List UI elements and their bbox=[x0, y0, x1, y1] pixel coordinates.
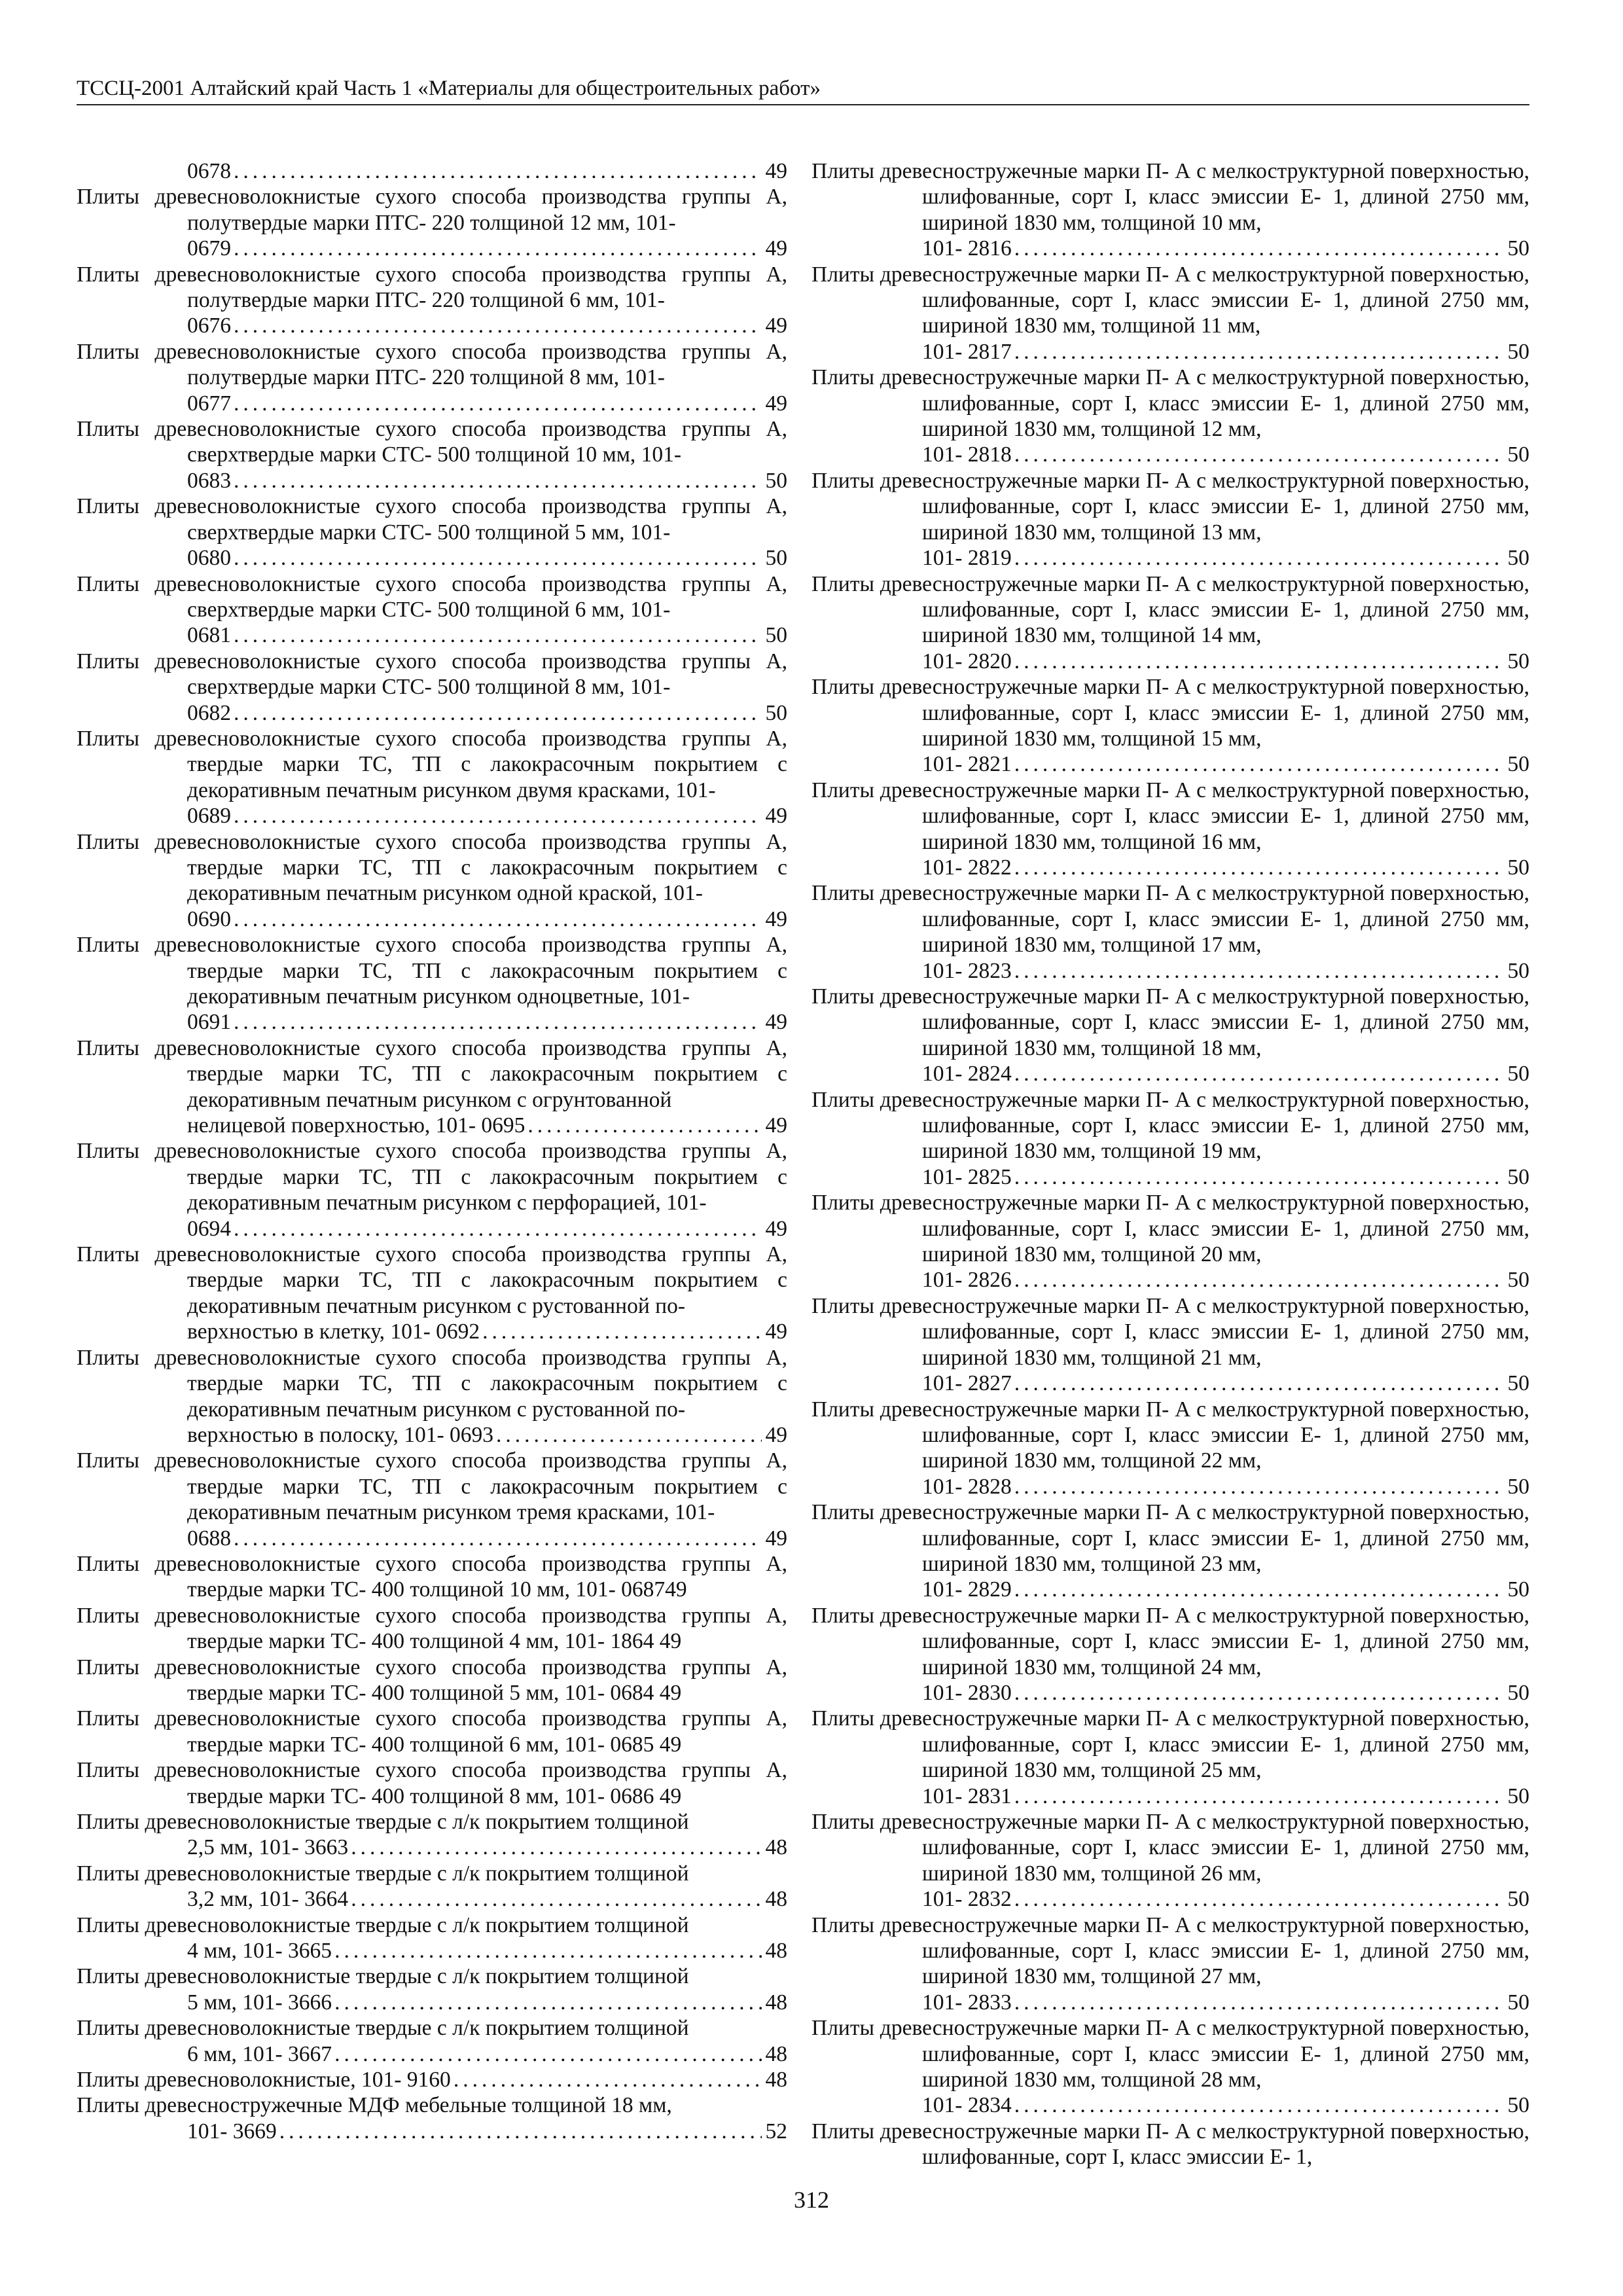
entry-page-ref: 50 bbox=[1507, 855, 1529, 880]
entry-last-line bbox=[187, 1526, 787, 1551]
dot-leader bbox=[1014, 751, 1504, 777]
entry-page-ref: 50 bbox=[1507, 1784, 1529, 1808]
entry-page-ref: 50 bbox=[1507, 1062, 1529, 1086]
entry-page-ref: 50 bbox=[1507, 1474, 1529, 1499]
entry-page-ref: 50 bbox=[1507, 1268, 1529, 1293]
dot-leader bbox=[1014, 1164, 1504, 1190]
entry-text: Плиты древесноволокнистые сухого способа производства группы А, сверхтвердые марки СТС- 500 толщиной 10 мм, 101- bbox=[77, 417, 787, 467]
index-entry bbox=[77, 932, 787, 1035]
entry-text: Плиты древесноволокнистые сухого способа производства группы А, сверхтвердые марки СТС- 500 толщиной 6 мм, 101- bbox=[77, 571, 787, 622]
entry-text: Плиты древесностружечные марки П- А с мелкоструктурной поверхностью, шлифованные, сорт I, класс эмиссии Е- 1, длиной 2750 мм, шириной 1830 мм, толщиной 11 мм, bbox=[812, 262, 1529, 338]
entry-text: Плиты древесностружечные марки П- А с мелкоструктурной поверхностью, шлифованные, сорт I, класс эмиссии Е- 1, длиной 2750 мм, шириной 1830 мм, толщиной 26 мм, bbox=[812, 1810, 1529, 1886]
index-entry bbox=[77, 1861, 787, 1912]
dot-leader bbox=[1014, 442, 1504, 467]
entry-text: Плиты древесностружечные марки П- А с мелкоструктурной поверхностью, шлифованные, сорт I, класс эмиссии Е- 1, длиной 2750 мм, шириной 1830 мм, толщиной 28 мм, bbox=[812, 2016, 1529, 2092]
index-entry bbox=[77, 829, 787, 933]
entry-last-line bbox=[922, 1061, 1529, 1086]
entry-code: 0688 bbox=[187, 1526, 231, 1551]
entry-code: 4 мм, 101- 3665 bbox=[187, 1939, 332, 1964]
entry-page-ref: 50 bbox=[1507, 2093, 1529, 2118]
index-entry bbox=[77, 339, 787, 416]
index-entry bbox=[812, 365, 1529, 468]
entry-page-ref: 49 bbox=[765, 906, 787, 931]
entry-page-ref: 50 bbox=[1507, 1577, 1529, 1602]
entry-page-ref: 48 bbox=[765, 2041, 787, 2066]
entry-text: Плиты древесностружечные марки П- А с мелкоструктурной поверхностью, шлифованные, сорт I, класс эмиссии Е- 1, длиной 2750 мм, шириной 1830 мм, толщиной 27 мм, bbox=[812, 1912, 1529, 1989]
entry-code: 3,2 мм, 101- 3664 bbox=[187, 1887, 349, 1912]
entry-last-line bbox=[922, 855, 1529, 880]
dot-leader bbox=[234, 236, 762, 261]
entry-code: 101- 2827 bbox=[922, 1371, 1012, 1396]
index-entry bbox=[77, 1551, 787, 1603]
index-column-right bbox=[812, 158, 1529, 2170]
entry-page-ref: 49 bbox=[765, 391, 787, 416]
entry-text: Плиты древесностружечные марки П- А с мелкоструктурной поверхностью, шлифованные, сорт I, класс эмиссии Е- 1, длиной 2750 мм, шириной 1830 мм, толщиной 14 мм, bbox=[812, 571, 1529, 648]
dot-leader bbox=[1014, 1680, 1504, 1706]
entry-page-ref: 48 bbox=[765, 1990, 787, 2015]
entry-code: 0690 bbox=[187, 906, 231, 931]
entry-code: 101- 2817 bbox=[922, 339, 1012, 364]
entry-code: 5 мм, 101- 3666 bbox=[187, 1990, 332, 2015]
index-entry bbox=[77, 649, 787, 726]
dot-leader bbox=[351, 1835, 761, 1860]
index-entry bbox=[812, 984, 1529, 1087]
entry-last-line bbox=[187, 1422, 787, 1448]
entry-code: 101- 2830 bbox=[922, 1680, 1012, 1705]
index-entry bbox=[812, 1706, 1529, 1809]
entry-code: 0691 bbox=[187, 1010, 231, 1035]
entry-code: 101- 2821 bbox=[922, 752, 1012, 777]
dot-leader bbox=[1014, 855, 1504, 880]
index-entry bbox=[812, 778, 1529, 881]
entry-text: Плиты древесноволокнистые твердые с л/к покрытием толщиной bbox=[77, 1964, 689, 1989]
dot-leader bbox=[1014, 958, 1504, 984]
entry-code: 101- 2822 bbox=[922, 855, 1012, 880]
index-entry bbox=[812, 571, 1529, 675]
entry-text: Плиты древесностружечные марки П- А с мелкоструктурной поверхностью, шлифованные, сорт I, класс эмиссии Е- 1, длиной 2750 мм, шириной 1830 мм, толщиной 16 мм, bbox=[812, 778, 1529, 854]
entry-page-ref: 50 bbox=[765, 468, 787, 493]
index-entry bbox=[77, 1655, 787, 1706]
entry-text: Плиты древесностружечные марки П- А с мелкоструктурной поверхностью, шлифованные, сорт I, класс эмиссии Е- 1, длиной 2750 мм, шириной 1830 мм, толщиной 21 мм, bbox=[812, 1293, 1529, 1370]
index-entry bbox=[812, 262, 1529, 365]
entry-code: 101- 2829 bbox=[922, 1577, 1012, 1602]
entry-last-line bbox=[922, 339, 1529, 365]
dot-leader bbox=[234, 622, 762, 648]
entry-text: Плиты древесноволокнистые твердые с л/к покрытием толщиной bbox=[77, 2016, 689, 2041]
entry-page-ref: 50 bbox=[1507, 752, 1529, 777]
entry-code: 101- 2826 bbox=[922, 1268, 1012, 1293]
entry-text: Плиты древесностружечные марки П- А с мелкоструктурной поверхностью, шлифованные, сорт I, класс эмиссии Е- 1, bbox=[812, 2119, 1529, 2170]
entry-text: Плиты древесностружечные марки П- А с мелкоструктурной поверхностью, шлифованные, сорт I, класс эмиссии Е- 1, длиной 2750 мм, шириной 1830 мм, толщиной 17 мм, bbox=[812, 881, 1529, 958]
dot-leader bbox=[1014, 1371, 1504, 1396]
dot-leader bbox=[1014, 1474, 1504, 1499]
entry-last-line bbox=[187, 2041, 787, 2067]
dot-leader bbox=[234, 313, 762, 338]
entry-page-ref: 49 bbox=[765, 236, 787, 261]
dot-leader bbox=[1014, 1267, 1504, 1293]
entry-text: Плиты древесноволокнистые сухого способа производства группы А, полутвердые марки ПТС- 220 толщиной 6 мм, 101- bbox=[77, 262, 787, 313]
entry-code: 101- 2824 bbox=[922, 1062, 1012, 1086]
entry-text: Плиты древесноволокнистые сухого способа производства группы А, твердые марки ТС- 400 толщиной 5 мм, 101- 0684 49 bbox=[77, 1655, 787, 1705]
entry-code: Плиты древесноволокнистые, 101- 9160 bbox=[77, 2068, 451, 2092]
entry-page-ref: 49 bbox=[765, 1216, 787, 1241]
index-entry bbox=[812, 1293, 1529, 1397]
entry-last-line bbox=[922, 442, 1529, 467]
entry-code: 101- 2816 bbox=[922, 236, 1012, 261]
entry-page-ref: 50 bbox=[765, 623, 787, 648]
entry-text: Плиты древесностружечные марки П- А с мелкоструктурной поверхностью, шлифованные, сорт I, класс эмиссии Е- 1, длиной 2750 мм, шириной 1830 мм, толщиной 25 мм, bbox=[812, 1706, 1529, 1783]
entry-page-ref: 50 bbox=[765, 546, 787, 571]
entry-last-line bbox=[922, 1474, 1529, 1499]
header-title: ТССЦ-2001 Алтайский край Часть 1 «Материалы для общестроительных работ» bbox=[77, 77, 821, 100]
entry-last-line bbox=[187, 700, 787, 726]
entry-last-line bbox=[187, 906, 787, 932]
entry-code: 101- 2831 bbox=[922, 1784, 1012, 1808]
entry-page-ref: 50 bbox=[1507, 339, 1529, 364]
entry-text: Плиты древесноволокнистые сухого способа производства группы А, твердые марки ТС, ТП с лакокрасочным покрытием с декоративным печатным рисунком с рустованной по- bbox=[77, 1345, 787, 1422]
dot-leader bbox=[234, 906, 762, 932]
entry-last-line bbox=[187, 468, 787, 493]
index-entry bbox=[812, 1809, 1529, 1912]
entry-last-line bbox=[187, 1009, 787, 1035]
entry-page-ref: 50 bbox=[1507, 1887, 1529, 1912]
index-entry bbox=[77, 571, 787, 649]
entry-code: 101- 2828 bbox=[922, 1474, 1012, 1499]
entry-code: 101- 2834 bbox=[922, 2093, 1012, 2118]
entry-text: Плиты древесноволокнистые сухого способа производства группы А, твердые марки ТС, ТП с лакокрасочным покрытием с декоративным печатным рисунком с рустованной по- bbox=[77, 1242, 787, 1318]
entry-last-line bbox=[922, 1164, 1529, 1190]
entry-text: Плиты древесноволокнистые сухого способа производства группы А, твердые марки ТС, ТП с лакокрасочным покрытием с декоративным печатным рисунком одной краской, 101- bbox=[77, 829, 787, 906]
entry-code: 0683 bbox=[187, 468, 231, 493]
entry-last-line bbox=[922, 1267, 1529, 1293]
entry-page-ref: 50 bbox=[1507, 236, 1529, 261]
entry-text: Плиты древесноволокнистые сухого способа производства группы А, твердые марки ТС- 400 толщиной 4 мм, 101- 1864 49 bbox=[77, 1603, 787, 1654]
dot-leader bbox=[1014, 1886, 1504, 1912]
dot-leader bbox=[1014, 339, 1504, 365]
entry-text: Плиты древесностружечные марки П- А с мелкоструктурной поверхностью, шлифованные, сорт I, класс эмиссии Е- 1, длиной 2750 мм, шириной 1830 мм, толщиной 19 мм, bbox=[812, 1087, 1529, 1164]
dot-leader bbox=[1014, 236, 1504, 261]
entry-last-line bbox=[187, 1216, 787, 1242]
entry-text: Плиты древесностружечные марки П- А с мелкоструктурной поверхностью, шлифованные, сорт I, класс эмиссии Е- 1, длиной 2750 мм, шириной 1830 мм, толщиной 22 мм, bbox=[812, 1397, 1529, 1473]
entry-page-ref: 52 bbox=[765, 2119, 787, 2144]
dot-leader bbox=[482, 1319, 761, 1344]
entry-text: Плиты древесноволокнистые твердые с л/к покрытием толщиной bbox=[77, 1810, 689, 1834]
dot-leader bbox=[234, 391, 762, 416]
index-entry bbox=[812, 674, 1529, 778]
entry-page-ref: 50 bbox=[765, 700, 787, 725]
entry-page-ref: 49 bbox=[765, 159, 787, 183]
entry-last-line bbox=[187, 391, 787, 416]
entry-page-ref: 49 bbox=[765, 1319, 787, 1344]
entry-text: Плиты древесностружечные марки П- А с мелкоструктурной поверхностью, шлифованные, сорт I, класс эмиссии Е- 1, длиной 2750 мм, шириной 1830 мм, толщиной 23 мм, bbox=[812, 1500, 1529, 1576]
entry-page-ref: 48 bbox=[765, 1887, 787, 1912]
entry-text: Плиты древесностружечные марки П- А с мелкоструктурной поверхностью, шлифованные, сорт I, класс эмиссии Е- 1, длиной 2750 мм, шириной 1830 мм, толщиной 20 мм, bbox=[812, 1191, 1529, 1267]
entry-code: 2,5 мм, 101- 3663 bbox=[187, 1835, 349, 1860]
index-entry bbox=[812, 2015, 1529, 2119]
index-entry bbox=[77, 262, 787, 339]
index-entry bbox=[77, 1964, 787, 2015]
dot-leader bbox=[1014, 1577, 1504, 1602]
entry-text: Плиты древесноволокнистые сухого способа производства группы А, твердые марки ТС- 400 толщиной 8 мм, 101- 0686 49 bbox=[77, 1758, 787, 1808]
entry-code: верхностью в клетку, 101- 0692 bbox=[187, 1319, 480, 1344]
dot-leader bbox=[279, 2119, 762, 2144]
entry-code: 0677 bbox=[187, 391, 231, 416]
entry-page-ref: 49 bbox=[765, 1526, 787, 1551]
index-entry bbox=[812, 1397, 1529, 1500]
entry-page-ref: 50 bbox=[1507, 546, 1529, 571]
entry-text: Плиты древесностружечные марки П- А с мелкоструктурной поверхностью, шлифованные, сорт I, класс эмиссии Е- 1, длиной 2750 мм, шириной 1830 мм, толщиной 24 мм, bbox=[812, 1603, 1529, 1679]
index-entry bbox=[77, 1138, 787, 1242]
entry-page-ref: 50 bbox=[1507, 1371, 1529, 1396]
index-entry bbox=[77, 1809, 787, 1861]
index-entry bbox=[77, 416, 787, 493]
entry-last-line bbox=[187, 236, 787, 261]
entry-text: Плиты древесностружечные марки П- А с мелкоструктурной поверхностью, шлифованные, сорт I, класс эмиссии Е- 1, длиной 2750 мм, шириной 1830 мм, толщиной 13 мм, bbox=[812, 468, 1529, 545]
dot-leader bbox=[1014, 1784, 1504, 1809]
index-entry bbox=[77, 1035, 787, 1139]
entry-code: 0682 bbox=[187, 700, 231, 725]
entry-text: Плиты древесноволокнистые сухого способа производства группы А, твердые марки ТС, ТП с лакокрасочным покрытием с декоративным печатным рисунком тремя красками, 101- bbox=[77, 1448, 787, 1525]
entry-last-line bbox=[187, 622, 787, 648]
page-number: 312 bbox=[794, 2187, 829, 2213]
dot-leader bbox=[234, 803, 762, 829]
dot-leader bbox=[234, 158, 762, 184]
dot-leader bbox=[234, 1009, 762, 1035]
entry-code: 101- 2819 bbox=[922, 546, 1012, 571]
index-entry bbox=[812, 2119, 1529, 2170]
index-entry bbox=[812, 1603, 1529, 1706]
entry-text: Плиты древесностружечные марки П- А с мелкоструктурной поверхностью, шлифованные, сорт I, класс эмиссии Е- 1, длиной 2750 мм, шириной 1830 мм, толщиной 10 мм, bbox=[812, 159, 1529, 235]
entry-text: Плиты древесностружечные МДФ мебельные толщиной 18 мм, bbox=[77, 2093, 672, 2118]
index-entry bbox=[77, 726, 787, 829]
entry-last-line bbox=[922, 1577, 1529, 1602]
entry-page-ref: 50 bbox=[1507, 958, 1529, 983]
entry-last-line bbox=[187, 2119, 787, 2144]
entry-page-ref: 50 bbox=[1507, 442, 1529, 467]
dot-leader bbox=[454, 2067, 762, 2092]
dot-leader bbox=[1014, 649, 1504, 674]
entry-code: 0678 bbox=[187, 159, 231, 183]
entry-code: 101- 2823 bbox=[922, 958, 1012, 983]
entry-page-ref: 50 bbox=[1507, 1990, 1529, 2015]
entry-page-ref: 48 bbox=[765, 2068, 787, 2092]
dot-leader bbox=[234, 1216, 762, 1242]
entry-last-line bbox=[187, 1886, 787, 1912]
entry-last-line bbox=[187, 158, 787, 184]
index-entry bbox=[812, 1190, 1529, 1293]
entry-last-line bbox=[922, 1371, 1529, 1396]
entry-text: Плиты древесноволокнистые твердые с л/к покрытием толщиной bbox=[77, 1861, 689, 1886]
entry-last-line bbox=[77, 2067, 787, 2092]
entry-page-ref: 49 bbox=[765, 1422, 787, 1447]
dot-leader bbox=[1014, 2092, 1504, 2118]
index-entry bbox=[77, 1242, 787, 1345]
index-entry bbox=[77, 2092, 787, 2144]
index-entry bbox=[77, 184, 787, 261]
entry-last-line bbox=[922, 545, 1529, 571]
entry-text: Плиты древесноволокнистые сухого способа производства группы А, твердые марки ТС- 400 толщиной 6 мм, 101- 0685 49 bbox=[77, 1706, 787, 1757]
entry-page-ref: 48 bbox=[765, 1939, 787, 1964]
entry-code: 0694 bbox=[187, 1216, 231, 1241]
index-entry bbox=[812, 468, 1529, 571]
dot-leader bbox=[234, 700, 762, 726]
entry-last-line bbox=[922, 958, 1529, 984]
entry-last-line bbox=[922, 649, 1529, 674]
index-entry bbox=[812, 1912, 1529, 2016]
dot-leader bbox=[1014, 1990, 1504, 2015]
entry-page-ref: 50 bbox=[1507, 1680, 1529, 1705]
entry-code: 101- 2825 bbox=[922, 1164, 1012, 1189]
index-entry bbox=[77, 1448, 787, 1551]
entry-text: Плиты древесноволокнистые сухого способа производства группы А, полутвердые марки ПТС- 220 толщиной 8 мм, 101- bbox=[77, 339, 787, 390]
entry-code: 0689 bbox=[187, 804, 231, 829]
entry-code: 0681 bbox=[187, 623, 231, 648]
entry-code: 101- 2833 bbox=[922, 1990, 1012, 2015]
entry-text: Плиты древесноволокнистые сухого способа производства группы А, твердые марки ТС, ТП с лакокрасочным покрытием с декоративным печатным рисунком двумя красками, 101- bbox=[77, 726, 787, 802]
entry-text: Плиты древесноволокнистые сухого способа производства группы А, твердые марки ТС, ТП с лакокрасочным покрытием с декоративным печатным рисунком с огрунтованной bbox=[77, 1035, 787, 1112]
index-entry bbox=[77, 1757, 787, 1809]
entry-page-ref: 49 bbox=[765, 804, 787, 829]
entry-last-line bbox=[187, 1990, 787, 2015]
entry-code: 101- 2818 bbox=[922, 442, 1012, 467]
entry-text: Плиты древесноволокнистые сухого способа производства группы А, твердые марки ТС, ТП с лакокрасочным покрытием с декоративным печатным рисунком с перфорацией, 101- bbox=[77, 1139, 787, 1215]
entry-last-line bbox=[922, 1680, 1529, 1706]
dot-leader bbox=[334, 1990, 761, 2015]
index-entry bbox=[812, 158, 1529, 262]
entry-text: Плиты древесностружечные марки П- А с мелкоструктурной поверхностью, шлифованные, сорт I, класс эмиссии Е- 1, длиной 2750 мм, шириной 1830 мм, толщиной 15 мм, bbox=[812, 675, 1529, 751]
entry-text: Плиты древесноволокнистые сухого способа производства группы А, твердые марки ТС- 400 толщиной 10 мм, 101- 068749 bbox=[77, 1551, 787, 1602]
entry-text: Плиты древесноволокнистые сухого способа производства группы А, твердые марки ТС, ТП с лакокрасочным покрытием с декоративным печатным рисунком одноцветные, 101- bbox=[77, 933, 787, 1009]
entry-last-line bbox=[187, 1938, 787, 1964]
index-entry bbox=[77, 2067, 787, 2092]
entry-last-line bbox=[187, 1319, 787, 1344]
entry-code: 6 мм, 101- 3667 bbox=[187, 2041, 332, 2066]
dot-leader bbox=[527, 1113, 761, 1138]
dot-leader bbox=[496, 1422, 761, 1448]
entry-last-line bbox=[922, 1886, 1529, 1912]
entry-text: Плиты древесноволокнистые сухого способа производства группы А, сверхтвердые марки СТС- 500 толщиной 8 мм, 101- bbox=[77, 649, 787, 700]
entry-text: Плиты древесностружечные марки П- А с мелкоструктурной поверхностью, шлифованные, сорт I, класс эмиссии Е- 1, длиной 2750 мм, шириной 1830 мм, толщиной 18 мм, bbox=[812, 984, 1529, 1060]
entry-last-line bbox=[922, 2092, 1529, 2118]
entry-code: 101- 3669 bbox=[187, 2119, 277, 2144]
entry-code: 0680 bbox=[187, 546, 231, 571]
dot-leader bbox=[234, 545, 762, 571]
entry-code: верхностью в полоску, 101- 0693 bbox=[187, 1422, 494, 1447]
entry-code: 101- 2820 bbox=[922, 649, 1012, 673]
dot-leader bbox=[1014, 545, 1504, 571]
entry-last-line bbox=[187, 313, 787, 338]
page-header bbox=[77, 75, 1529, 105]
index-entry bbox=[77, 1706, 787, 1757]
dot-leader bbox=[1014, 1061, 1504, 1086]
dot-leader bbox=[351, 1886, 761, 1912]
entry-code: 0676 bbox=[187, 314, 231, 338]
dot-leader bbox=[334, 2041, 761, 2067]
entry-last-line bbox=[922, 236, 1529, 261]
entry-text: Плиты древесноволокнистые сухого способа производства группы А, сверхтвердые марки СТС- 500 толщиной 5 мм, 101- bbox=[77, 494, 787, 545]
index-column-left bbox=[77, 158, 787, 2144]
entry-page-ref: 48 bbox=[765, 1835, 787, 1860]
entry-page-ref: 50 bbox=[1507, 649, 1529, 673]
entry-text: Плиты древесностружечные марки П- А с мелкоструктурной поверхностью, шлифованные, сорт I, класс эмиссии Е- 1, длиной 2750 мм, шириной 1830 мм, толщиной 12 мм, bbox=[812, 365, 1529, 442]
index-entry bbox=[77, 493, 787, 571]
index-entry bbox=[77, 158, 787, 184]
dot-leader bbox=[234, 1526, 762, 1551]
entry-last-line bbox=[922, 751, 1529, 777]
dot-leader bbox=[234, 468, 762, 493]
entry-text: Плиты древесноволокнистые твердые с л/к покрытием толщиной bbox=[77, 1912, 689, 1937]
index-entry bbox=[77, 1912, 787, 1964]
entry-text: Плиты древесноволокнистые сухого способа производства группы А, полутвердые марки ПТС- 220 толщиной 12 мм, 101- bbox=[77, 185, 787, 235]
index-entry bbox=[77, 2015, 787, 2067]
entry-last-line bbox=[922, 1784, 1529, 1809]
entry-page-ref: 49 bbox=[765, 314, 787, 338]
index-entry bbox=[812, 1087, 1529, 1191]
entry-last-line bbox=[187, 1113, 787, 1138]
index-entry bbox=[77, 1345, 787, 1448]
index-entry bbox=[812, 880, 1529, 984]
entry-page-ref: 49 bbox=[765, 1113, 787, 1138]
index-entry bbox=[77, 1603, 787, 1655]
entry-code: 101- 2832 bbox=[922, 1887, 1012, 1912]
entry-code: 0679 bbox=[187, 236, 231, 261]
entry-page-ref: 49 bbox=[765, 1010, 787, 1035]
entry-last-line bbox=[187, 803, 787, 829]
entry-code: нелицевой поверхностью, 101- 0695 bbox=[187, 1113, 526, 1138]
dot-leader bbox=[334, 1938, 761, 1964]
index-entry bbox=[812, 1499, 1529, 1603]
entry-last-line bbox=[922, 1990, 1529, 2015]
entry-last-line bbox=[187, 1835, 787, 1860]
entry-last-line bbox=[187, 545, 787, 571]
entry-page-ref: 50 bbox=[1507, 1164, 1529, 1189]
